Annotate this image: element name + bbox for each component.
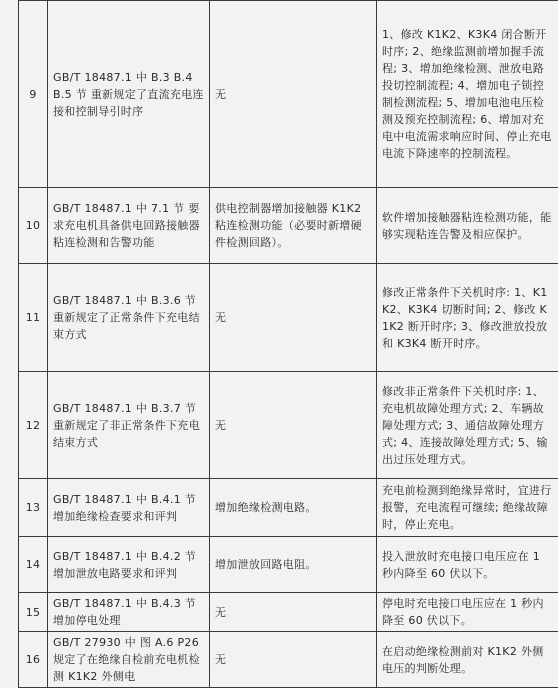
row-number: 11 — [19, 264, 48, 372]
hardware-change: 无 — [210, 593, 377, 632]
hardware-change: 无 — [210, 1, 377, 188]
software-measure: 修改非正常条件下关机时序: 1、充电机故障处理方式; 2、车辆故障处理方式; 3、通信故障处理方式; 4、连接故障处理方式; 5、输出过压处理方式。 — [377, 372, 558, 479]
software-measure: 修改正常条件下关机时序: 1、K1K2、K3K4 切断时间; 2、修改 K1K2 断开时序; 3、修改泄放投放和 K3K4 断开时序。 — [377, 264, 558, 372]
standard-clause: GB/T 18487.1 中 7.1 节 要求充电机具备供电回路接触器粘连检测和告警功能 — [48, 188, 210, 264]
standard-clause: GB/T 18487.1 中 B.4.1 节 增加绝缘检查要求和评判 — [48, 479, 210, 537]
standard-clause: GB/T 18487.1 中 B.4.2 节 增加泄放电路要求和评判 — [48, 537, 210, 593]
standard-clause: GB/T 27930 中 图 A.6 P26 规定了在绝缘自检前充电机检测 K1K2 外侧电 — [48, 632, 210, 688]
standards-change-table — [18, 0, 558, 688]
software-measure: 投入泄放时充电接口电压应在 1 秒内降至 60 伏以下。 — [377, 537, 558, 593]
hardware-change: 供电控制器增加接触器 K1K2 粘连检测功能（必要时新增硬件检测回路）。 — [210, 188, 377, 264]
hardware-change: 增加绝缘检测电路。 — [210, 479, 377, 537]
hardware-change: 无 — [210, 372, 377, 479]
table-row — [19, 264, 558, 372]
standard-clause: GB/T 18487.1 中 B.3.7 节 重新规定了非正常条件下充电结束方式 — [48, 372, 210, 479]
row-number: 13 — [19, 479, 48, 537]
table-row — [19, 593, 558, 632]
row-number: 16 — [19, 632, 48, 688]
row-number: 15 — [19, 593, 48, 632]
software-measure: 软件增加接触器粘连检测功能，能够实现粘连告警及相应保护。 — [377, 188, 558, 264]
table-row — [19, 372, 558, 479]
standard-clause: GB/T 18487.1 中 B.3 B.4 B.5 节 重新规定了直流充电连接和控制导引时序 — [48, 1, 210, 188]
row-number: 12 — [19, 372, 48, 479]
table-row — [19, 479, 558, 537]
software-measure: 在启动绝缘检测前对 K1K2 外侧电压的判断处理。 — [377, 632, 558, 688]
software-measure: 停电时充电接口电压应在 1 秒内降至 60 伏以下。 — [377, 593, 558, 632]
hardware-change: 无 — [210, 264, 377, 372]
table-row — [19, 632, 558, 688]
table-row — [19, 188, 558, 264]
row-number: 9 — [19, 1, 48, 188]
hardware-change: 增加泄放回路电阻。 — [210, 537, 377, 593]
row-number: 10 — [19, 188, 48, 264]
standard-clause: GB/T 18487.1 中 B.4.3 节 增加停电处理 — [48, 593, 210, 632]
software-measure: 1、修改 K1K2、K3K4 闭合断开时序; 2、绝缘监测前增加握手流程; 3、增加绝缘检测、泄放电路投切控制流程; 4、增加电子锁控制检测流程; 5、增加电池电压检测及预充控制流程; 6、增加对充电中电流需求响应时间、停止充电电流下降速率的控制流程。 — [377, 1, 558, 188]
hardware-change: 无 — [210, 632, 377, 688]
software-measure: 充电前检测到绝缘异常时，宜进行报警，充电流程可继续; 绝缘故障时，停止充电。 — [377, 479, 558, 537]
standard-clause: GB/T 18487.1 中 B.3.6 节 重新规定了正常条件下充电结束方式 — [48, 264, 210, 372]
table-row — [19, 537, 558, 593]
table-row — [19, 1, 558, 188]
row-number: 14 — [19, 537, 48, 593]
